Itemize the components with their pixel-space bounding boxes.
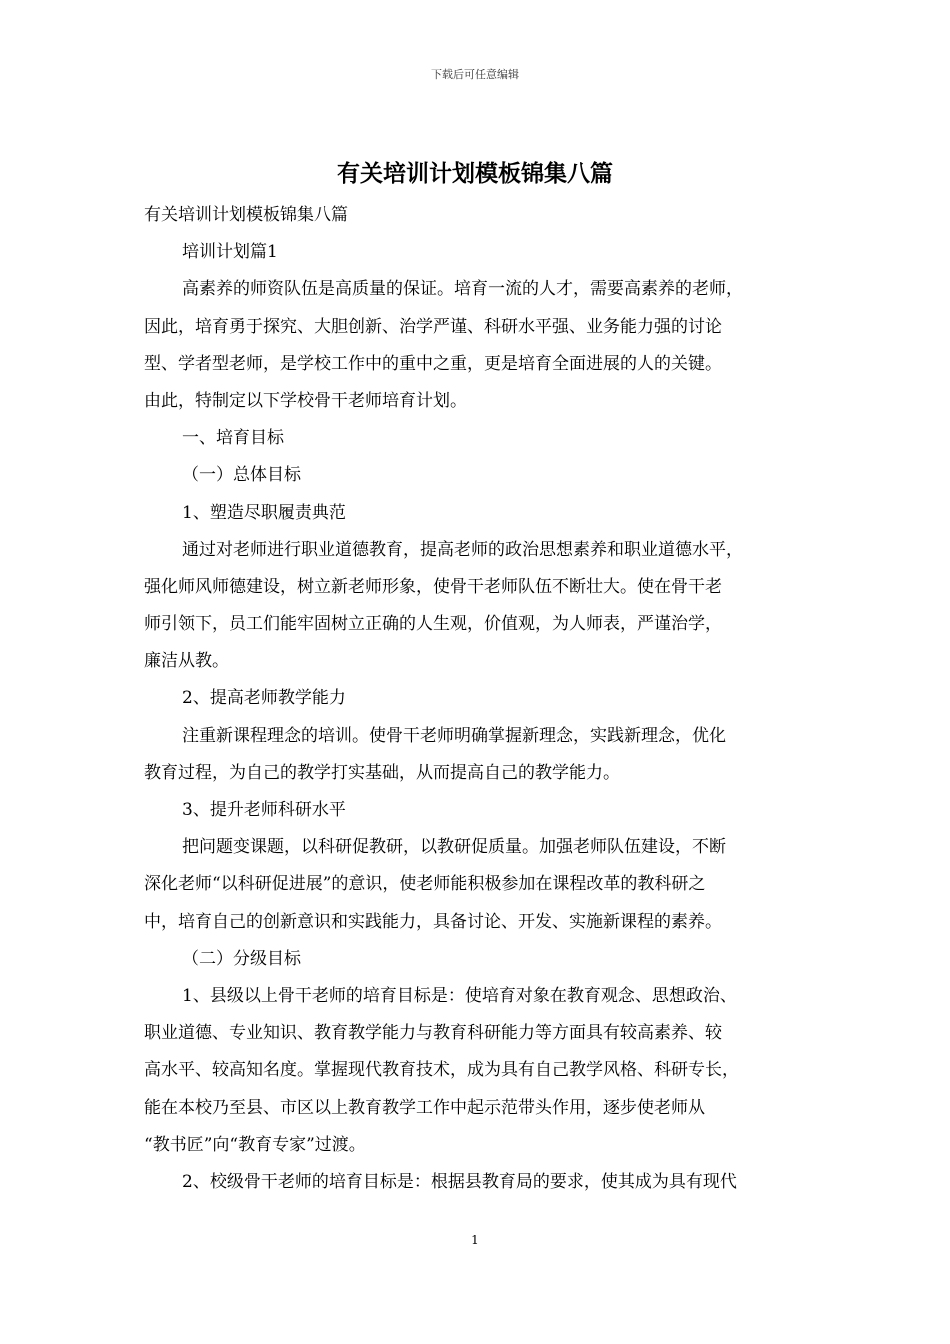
text-line: （一）总体目标	[182, 465, 301, 486]
text-line: 一、培育目标	[182, 428, 284, 449]
text-line: 高素养的师资队伍是高质量的保证。培育一流的人才，需要高素养的老师，	[182, 279, 743, 300]
text-line: 能在本校乃至县、市区以上教育教学工作中起示范带头作用，逐步使老师从	[144, 1097, 705, 1118]
text-line: 有关培训计划模板锦集八篇	[144, 205, 348, 225]
text-line: 职业道德、专业知识、教育教学能力与教育科研能力等方面具有较高素养、较	[144, 1023, 722, 1044]
text-line: 教育过程，为自己的教学打实基础，从而提高自己的教学能力。	[144, 762, 620, 783]
text-line: 高水平、较高知名度。掌握现代教育技术，成为具有自己教学风格、科研专长，	[144, 1060, 739, 1081]
text-line: 注重新课程理念的培训。使骨干老师明确掌握新理念，实践新理念，优化	[182, 725, 726, 746]
text-line: 廉洁从教。	[144, 651, 229, 672]
text-line: 3、提升老师科研水平	[182, 800, 346, 820]
text-line: 强化师风师德建设，树立新老师形象，使骨干老师队伍不断壮大。使在骨干老	[144, 576, 722, 597]
text-line: 深化老师“以科研促进展”的意识，使老师能积极参加在课程改革的教科研之	[144, 874, 706, 895]
text-line: 2、提高老师教学能力	[182, 688, 346, 709]
text-line: （二）分级目标	[182, 948, 301, 969]
text-line: “教书匠”向“教育专家”过渡。	[144, 1134, 366, 1155]
header-note: 下载后可任意编辑	[431, 68, 519, 81]
text-line: 师引领下，员工们能牢固树立正确的人生观，价值观，为人师表，严谨治学，	[144, 614, 722, 635]
text-line: 由此，特制定以下学校骨干老师培育计划。	[144, 390, 467, 411]
text-line: 1、县级以上骨干老师的培育目标是：使培育对象在教育观念、思想政治、	[182, 985, 737, 1006]
text-line: 1、塑造尽职履责典范	[182, 502, 346, 523]
text-line: 中，培育自己的创新意识和实践能力，具备讨论、开发、实施新课程的素养。	[144, 911, 722, 932]
text-line: 因此，培育勇于探究、大胆创新、治学严谨、科研水平强、业务能力强的讨论	[144, 316, 722, 337]
document-body	[144, 197, 814, 1201]
text-line: 型、学者型老师，是学校工作中的重中之重，更是培育全面进展的人的关键。	[144, 353, 722, 374]
text-line: 通过对老师进行职业道德教育，提高老师的政治思想素养和职业道德水平，	[182, 539, 743, 560]
document-title: 有关培训计划模板锦集八篇	[337, 161, 613, 187]
text-line: 把问题变课题，以科研促教研，以教研促质量。加强老师队伍建设，不断	[182, 837, 726, 858]
page-number: 1	[471, 1233, 479, 1247]
text-line: 培训计划篇1	[182, 242, 278, 263]
text-line: 2、校级骨干老师的培育目标是：根据县教育局的要求，使其成为具有现代	[182, 1171, 737, 1192]
